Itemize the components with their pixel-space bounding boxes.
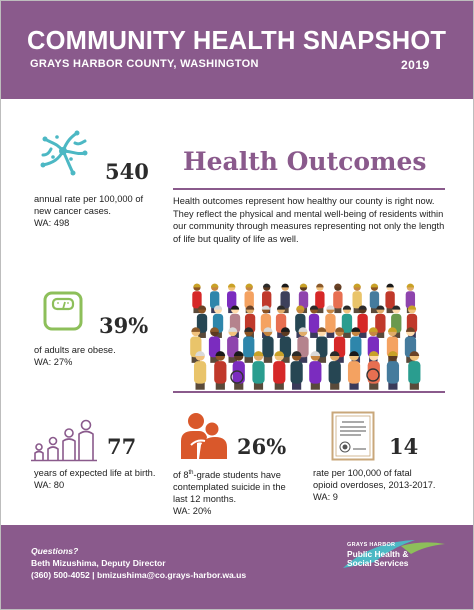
- crowd-person: [243, 327, 254, 363]
- logo-name: [347, 550, 408, 568]
- life-desc-line1: years of expected life at birth.: [34, 468, 156, 478]
- obesity-wa-comparison: WA: 27%: [34, 357, 73, 367]
- year-label: 2019: [401, 58, 430, 72]
- life-expectancy-description: [34, 467, 155, 491]
- crowd-person: [194, 351, 206, 390]
- crowd-person: [233, 351, 245, 390]
- crowd-person: [325, 305, 335, 338]
- contact-info[interactable]: (360) 500-4052 | bmizushima@co.grays-harbor.wa.us: [31, 570, 247, 580]
- cancer-cell-icon: [37, 129, 91, 177]
- crowd-person: [262, 327, 273, 363]
- scale-icon: [43, 291, 83, 331]
- crowd-person: [309, 305, 319, 338]
- cancer-desc-line2: new cancer cases.: [34, 206, 111, 216]
- opioid-value: 14: [389, 434, 419, 459]
- county-subtitle: GRAYS HARBOR COUNTY, WASHINGTON: [30, 58, 259, 70]
- contact-name: Beth Mizushima, Deputy Director: [31, 558, 166, 568]
- divider: [173, 391, 445, 393]
- opioid-desc-line1: rate per 100,000 of fatal: [313, 468, 412, 478]
- crowd-person: [408, 351, 420, 390]
- crowd-person: [252, 351, 264, 390]
- obesity-desc-line1: of adults are obese.: [34, 345, 116, 355]
- divider: [173, 188, 445, 190]
- health-outcomes-heading: Health Outcomes: [183, 147, 427, 176]
- suicide-desc-line3: last 12 months.: [173, 494, 237, 505]
- crowd-person: [214, 351, 226, 390]
- suicide-desc-line2: contemplated suicide in the: [173, 482, 286, 493]
- obesity-value: 39%: [99, 313, 149, 338]
- suicide-desc-line1: of 8th-grade students have: [173, 470, 281, 481]
- header-banner: [1, 1, 473, 99]
- certificate-icon: [331, 411, 375, 461]
- agency-logo: [341, 538, 451, 582]
- cancer-wa-comparison: WA: 498: [34, 218, 70, 228]
- suicide-wa-comparison: WA: 20%: [173, 506, 212, 517]
- logo-line2: Public Health &: [347, 549, 409, 559]
- suicide-description: [173, 467, 286, 517]
- questions-label: Questions?: [31, 546, 79, 556]
- crowd-person: [348, 351, 360, 390]
- life-wa-comparison: WA: 80: [34, 480, 65, 490]
- opioid-description: [313, 467, 436, 503]
- cancer-rate-value: 540: [105, 159, 149, 184]
- snapshot-page: [1, 1, 473, 609]
- cancer-rate-description: [34, 193, 143, 229]
- crowd-person: [309, 351, 321, 390]
- obesity-description: [34, 344, 116, 368]
- embrace-icon: [179, 411, 229, 459]
- logo-line1: GRAYS HARBOR: [347, 542, 396, 548]
- crowd-person: [290, 351, 302, 390]
- crowd-person: [333, 284, 342, 313]
- family-growth-icon: [31, 419, 97, 461]
- page-title: COMMUNITY HEALTH SNAPSHOT: [27, 27, 447, 55]
- opioid-wa-comparison: WA: 9: [313, 492, 338, 502]
- suicide-value: 26%: [237, 434, 287, 459]
- crowd-person: [273, 351, 285, 390]
- crowd-person: [387, 351, 399, 390]
- life-expectancy-value: 77: [107, 434, 137, 459]
- logo-line3: Social Services: [347, 558, 409, 568]
- crowd-illustration: [189, 263, 417, 385]
- opioid-desc-line2: opioid overdoses, 2013-2017.: [313, 480, 436, 490]
- health-outcomes-description: Health outcomes represent how healthy our county is right now. They reflect the physical and mental well-being of residents within our community through measures representing not only the length of life but quality of life as well.: [173, 196, 445, 244]
- crowd-person: [329, 351, 341, 390]
- cancer-desc-line1: annual rate per 100,000 of: [34, 194, 144, 204]
